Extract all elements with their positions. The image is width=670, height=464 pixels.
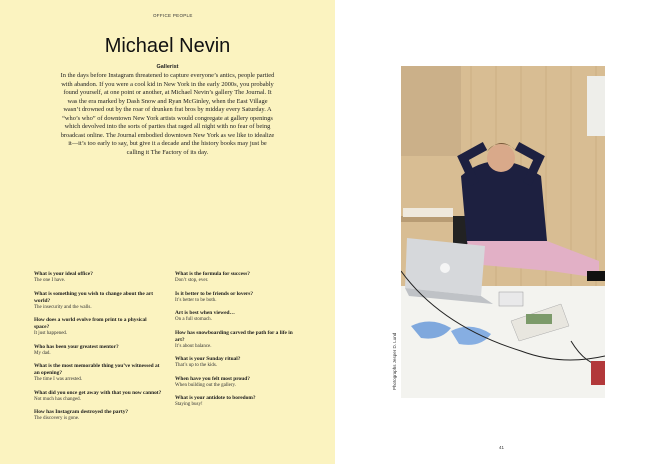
qa-column-right — [175, 271, 303, 415]
qa-column-left — [34, 271, 162, 429]
shoe — [587, 271, 605, 281]
question: Is it better to be friends or lovers? — [175, 290, 254, 297]
question: What is the formula for success? — [175, 271, 250, 277]
qa-item — [34, 344, 162, 358]
photo-credit: Photographs Jesper D. Lund — [392, 332, 397, 390]
qa-item — [175, 291, 303, 305]
question: What is the most memorable thing you’ve witnessed at an opening? — [34, 363, 160, 376]
page-number: 41 — [499, 445, 505, 450]
question: How does a world evolve from print to a physical space? — [34, 317, 147, 330]
qa-item — [34, 291, 162, 312]
question: Art is best when viewed… — [175, 310, 235, 316]
answer: Staying busy! — [175, 402, 203, 407]
answer: That’s up to the kids. — [175, 363, 218, 368]
subtitle: Gallerist — [156, 64, 179, 70]
qa-item — [34, 390, 162, 404]
magazine-image — [526, 314, 552, 324]
apple-logo-icon — [440, 263, 450, 273]
qa-item — [175, 310, 303, 324]
answer: The discovery is gone. — [34, 416, 80, 421]
question: What is your ideal office? — [34, 271, 93, 277]
answer: The time I was arrested. — [34, 377, 83, 382]
qa-item — [175, 356, 303, 370]
question: What is something you wish to change about the art world? — [34, 290, 154, 304]
qa-item — [34, 409, 162, 423]
books — [403, 208, 453, 217]
qa-item — [34, 363, 162, 384]
answer: My dad. — [34, 350, 51, 356]
answer: Don’t stop, ever. — [175, 278, 209, 283]
answer: It’s about balance. — [175, 343, 212, 349]
qa-item — [175, 395, 303, 409]
office-photo-illustration — [401, 66, 605, 398]
question: What is your Sunday ritual? — [175, 356, 241, 362]
red-book — [591, 361, 605, 385]
question: How has snowboarding carved the path for a life in art? — [175, 329, 293, 343]
keyboard — [499, 292, 523, 306]
intro-paragraph: In the days before Instagram threatened to capture everyone’s antics, people partied with abandon. If you were a cool kid in New York in the early 2000s, you probably found yourself, at one point or another, at Michael Nevin’s gallery The Journal. It was the era marked by Dash Snow and Ryan McGinley, when the East Village wasn’t drowned out by the roar of drunken frat bros by midday every Saturday. A “who’s who” of downtown New York artists would congregate at gallery openings which devolved into the sorts of parties that raged all night with no fear of being broadcast online. The Journal embodied downtown New York as we like to idealize it—it’s too early to say, but give it a decade and the history books may just be calling it The Factory of its day. — [60, 72, 275, 156]
answer: Not much has changed. — [34, 396, 81, 402]
page-title: Michael Nevin — [104, 35, 231, 57]
qa-item — [175, 271, 303, 285]
qa-item — [175, 330, 303, 351]
qa-item — [34, 317, 162, 338]
question: What did you once get away with that you now cannot? — [34, 389, 162, 396]
portrait-photo — [401, 66, 605, 398]
question: What is your antidote to boredom? — [175, 395, 256, 401]
left-wall-panel — [401, 66, 461, 156]
answer: The one I have. — [34, 278, 66, 283]
answer: The insecurity and the walls. — [34, 304, 92, 310]
answer: On a full stomach. — [175, 317, 212, 322]
answer: It just happened. — [34, 331, 68, 336]
question: Who has been your greatest mentor? — [34, 343, 119, 350]
running-head: OFFICE PEOPLE — [153, 13, 193, 18]
answer: It’s better to be both. — [175, 297, 217, 303]
question: How has Instagram destroyed the party? — [34, 409, 129, 415]
qa-item — [34, 271, 162, 285]
answer: When building out the gallery. — [175, 382, 236, 388]
window — [587, 76, 605, 136]
question: When have you felt most proud? — [175, 375, 250, 382]
person-head — [487, 144, 515, 172]
qa-item — [175, 376, 303, 390]
